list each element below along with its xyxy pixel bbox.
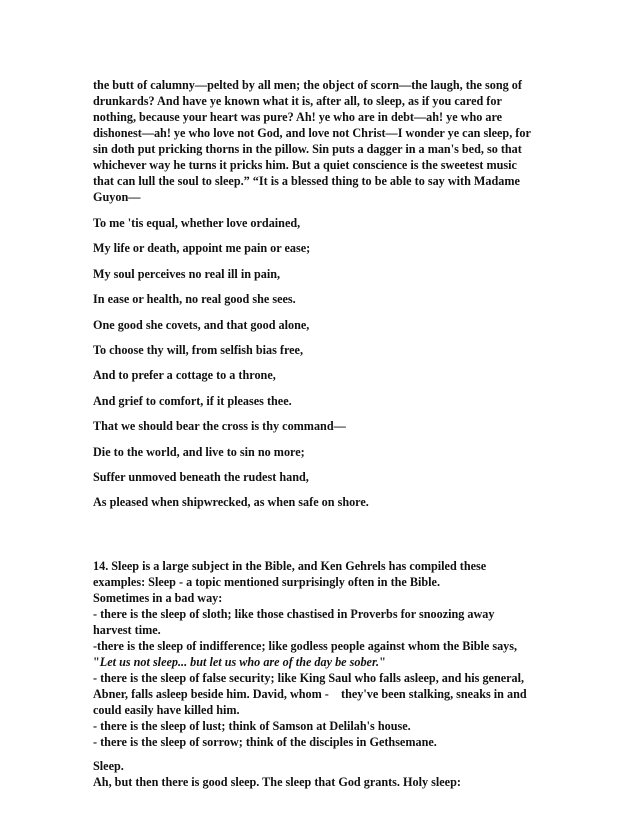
- section-14: [93, 558, 549, 750]
- poem-line: My soul perceives no real ill in pain,: [93, 266, 281, 281]
- text-line: Sleep.: [93, 758, 124, 773]
- poem-line: One good she covets, and that good alone,: [93, 317, 310, 332]
- text-line: could easily have killed him.: [93, 702, 240, 717]
- poem: [93, 215, 549, 520]
- text-line: Guyon—: [93, 190, 141, 204]
- poem-line: That we should bear the cross is thy command—: [93, 419, 346, 434]
- quote-open: ": [93, 654, 100, 669]
- quote-text: Let us not sleep... but let us who are of the day be sober.: [99, 654, 380, 669]
- intro-paragraph: [93, 77, 549, 205]
- text-line: 14. Sleep is a large subject in the Bible, and Ken Gehrels has compiled these: [93, 558, 487, 573]
- text-line: -there is the sleep of indifference; like godless people against whom the Bible says,: [93, 638, 518, 653]
- text-line: Sometimes in a bad way:: [93, 590, 223, 605]
- scripture-quote: [93, 654, 549, 670]
- text-line: nothing, because your heart was pure? Ah! ye who are in debt—ah! ye who are: [93, 110, 503, 124]
- poem-line: And grief to comfort, if it pleases thee.: [93, 393, 292, 408]
- text-line: dishonest—ah! ye who love not God, and love not Christ—I wonder ye can sleep, for: [93, 126, 531, 140]
- text-line: whichever way he turns it pricks him. But a quiet conscience is the sweetest music: [93, 158, 517, 172]
- poem-line: To me 'tis equal, whether love ordained,: [93, 216, 301, 230]
- document-page: [93, 77, 549, 790]
- poem-line: And to prefer a cottage to a throne,: [93, 368, 276, 383]
- text-line: Ah, but then there is good sleep. The sleep that God grants. Holy sleep:: [93, 774, 461, 789]
- poem-line: Suffer unmoved beneath the rudest hand,: [93, 469, 309, 484]
- poem-line: As pleased when shipwrecked, as when safe on shore.: [93, 495, 369, 510]
- poem-line: To choose thy will, from selfish bias free,: [93, 342, 304, 357]
- section-spacer: [93, 520, 549, 558]
- poem-line: Die to the world, and live to sin no more;: [93, 444, 305, 459]
- quote-close: ": [379, 654, 386, 669]
- text-line: - there is the sleep of false security; like King Saul who falls asleep, and his general,: [93, 670, 525, 685]
- text-line: examples: Sleep - a topic mentioned surprisingly often in the Bible.: [93, 574, 441, 589]
- text-line: - there is the sleep of sloth; like those chastised in Proverbs for snoozing away: [93, 606, 495, 621]
- text-line: - there is the sleep of sorrow; think of the disciples in Gethsemane.: [93, 734, 437, 749]
- text-line: Abner, falls asleep beside him. David, whom - they've been stalking, sneaks in and: [93, 686, 527, 701]
- text-line: that can lull the soul to sleep.” “It is a blessed thing to be able to say with Madame: [93, 174, 520, 188]
- text-line: sin doth put pricking thorns in the pillow. Sin puts a dagger in a man's bed, so that: [93, 142, 522, 156]
- text-line: drunkards? And have ye known what it is, after all, to sleep, as if you cared for: [93, 94, 502, 108]
- text-line: harvest time.: [93, 622, 161, 637]
- text-line: the butt of calumny—pelted by all men; the object of scorn—the laugh, the song of: [93, 78, 522, 92]
- closing-paragraph: [93, 758, 549, 790]
- poem-line: My life or death, appoint me pain or ease;: [93, 241, 311, 256]
- text-line: - there is the sleep of lust; think of Samson at Delilah's house.: [93, 718, 411, 733]
- poem-line: In ease or health, no real good she sees.: [93, 292, 296, 307]
